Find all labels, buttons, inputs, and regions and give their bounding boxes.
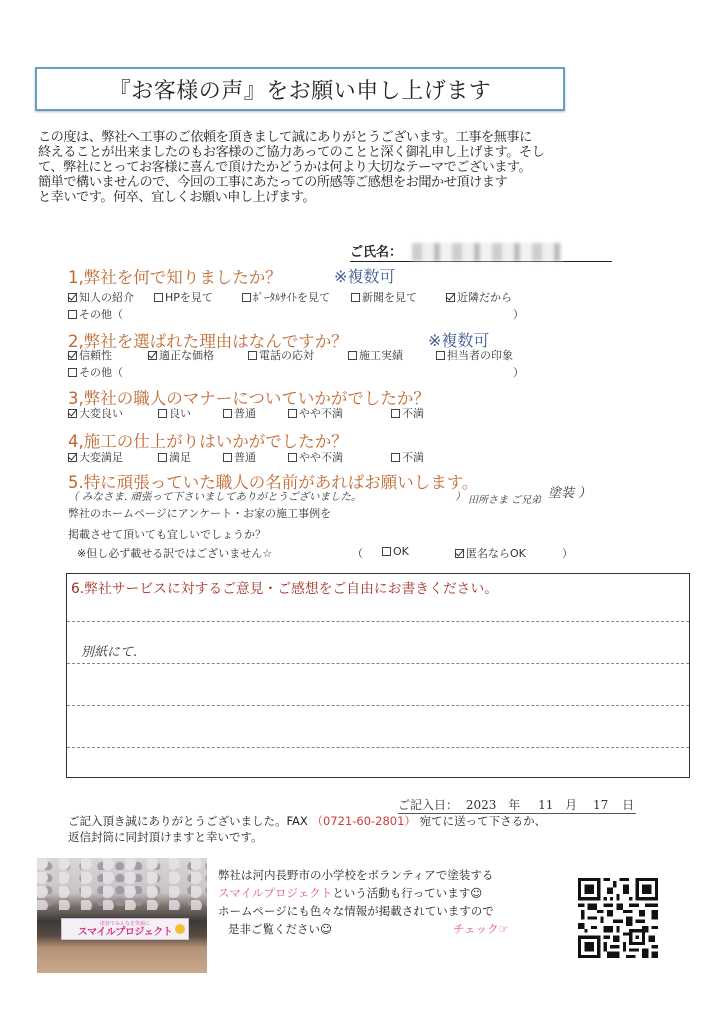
date-year-unit: 年	[508, 798, 521, 812]
checkbox-checked-icon[interactable]	[68, 293, 77, 302]
intro-line: て、弊社にとってお客様に喜んで頂けたかどうかは何より大切なテーマでございます。	[38, 160, 532, 175]
promo-line2: スマイルプロジェクトという活動も行っています☺	[218, 886, 483, 900]
option-fair-price[interactable]: 適正な価格	[148, 347, 214, 363]
option-ok[interactable]: OK	[382, 545, 409, 558]
other-close-paren: ）	[513, 366, 524, 379]
promo-text	[218, 866, 558, 938]
question-3-options	[68, 405, 528, 419]
ruled-line	[67, 747, 689, 748]
checkbox-checked-icon[interactable]	[68, 351, 77, 360]
checkbox-icon[interactable]	[351, 293, 360, 302]
question-1-title: 1,弊社を何で知りましたか？	[68, 268, 282, 287]
checkbox-checked-icon[interactable]	[68, 453, 77, 462]
photo-banner	[61, 918, 189, 940]
date-year: 2023	[465, 798, 497, 812]
checkbox-checked-icon[interactable]	[68, 409, 77, 418]
promo-line4: 是非ご覧ください☺	[228, 922, 332, 936]
option-anonymous-ok[interactable]: 匿名ならOK	[455, 545, 526, 561]
intro-paragraph	[38, 130, 718, 205]
fax-number: （0721-60-2801）	[311, 814, 416, 828]
smile-project-link: スマイルプロジェクト	[218, 886, 333, 900]
option-other[interactable]: その他（	[68, 306, 123, 322]
checkbox-checked-icon[interactable]	[455, 549, 464, 558]
publish-question-line2: 掲載させて頂いても宜しいでしょうか？	[68, 528, 266, 541]
question-2-options	[68, 347, 528, 361]
publish-note: ※但し必ず載せる訳ではございません☆	[77, 547, 273, 560]
publish-options	[352, 545, 582, 559]
thanks-text: ご記入頂き誠にありがとうございました。FAX	[68, 814, 312, 828]
date-field[interactable]	[398, 796, 636, 814]
option-phone-response[interactable]: 電話の応対	[248, 347, 314, 363]
question-5-close-paren: ）	[455, 491, 466, 503]
checkbox-icon[interactable]	[242, 293, 251, 302]
checkbox-icon[interactable]	[288, 453, 297, 462]
open-paren: （	[352, 547, 363, 560]
other-close-paren: ）	[513, 308, 524, 321]
intro-line: と幸いです。何卒、宜しくお願い申し上げます。	[38, 190, 316, 205]
checkbox-icon[interactable]	[348, 351, 357, 360]
banner-title: スマイルプロジェクト	[77, 926, 173, 938]
question-5-answer[interactable]: （ みなさま. 頑張って下さいましてありがとうございました。	[68, 491, 362, 503]
checkbox-icon[interactable]	[288, 409, 297, 418]
thanks-line2: 返信封筒に同封頂けますと幸いです。	[68, 830, 263, 844]
smile-face-icon	[175, 924, 185, 934]
date-month: 11	[538, 798, 554, 812]
title-box	[35, 67, 565, 111]
option-dissatisfied[interactable]: 不満	[391, 405, 424, 421]
option-neighborhood[interactable]: 近隣だから	[446, 289, 512, 305]
checkbox-icon[interactable]	[436, 351, 445, 360]
question-5-title: 5.特に頑張っていた職人の名前があればお願いします。	[68, 473, 479, 492]
option-average[interactable]: 普通	[223, 405, 256, 421]
checkbox-icon[interactable]	[391, 453, 400, 462]
promo-line1: 弊社は河内長野市の小学校をボランティアで塗装する	[218, 868, 494, 882]
checkbox-icon[interactable]	[68, 310, 77, 319]
date-month-unit: 月	[565, 798, 578, 812]
checkbox-checked-icon[interactable]	[446, 293, 455, 302]
promo-line3: ホームページにも色々な情報が掲載されていますので	[218, 904, 494, 918]
option-very-satisfied[interactable]: 大変満足	[68, 449, 123, 465]
option-very-good[interactable]: 大変良い	[68, 405, 123, 421]
option-track-record[interactable]: 施工実績	[348, 347, 403, 363]
intro-line: 簡単で構いませんので、今回の工事にあたっての所感等ご感想をお聞かせ頂けます	[38, 175, 508, 190]
publish-question-line1: 弊社のホームページにアンケート・お家の施工事例を	[68, 507, 332, 520]
question-3-title: 3,弊社の職人のマナーについていかがでしたか？	[68, 389, 430, 408]
option-somewhat-dissatisfied[interactable]: やや不満	[288, 449, 343, 465]
checkbox-icon[interactable]	[223, 409, 232, 418]
option-average[interactable]: 普通	[223, 449, 256, 465]
option-acquaintance[interactable]: 知人の紹介	[68, 289, 134, 305]
date-day: 17	[593, 798, 609, 812]
checkbox-icon[interactable]	[158, 453, 167, 462]
checkbox-icon[interactable]	[223, 453, 232, 462]
sky-clouds	[37, 858, 207, 910]
option-satisfied[interactable]: 満足	[158, 449, 191, 465]
question-5-trade: 塗装 ）	[548, 486, 592, 501]
question-2-other	[68, 364, 528, 378]
checkbox-icon[interactable]	[154, 293, 163, 302]
checkbox-icon[interactable]	[382, 547, 391, 556]
name-label: ご氏名：	[350, 245, 403, 260]
intro-line: 終えることが出来ましたのもお客様のご協力あってのことと深く御礼申し上げます。そし	[38, 145, 545, 160]
checkbox-icon[interactable]	[68, 368, 77, 377]
comments-handwritten: 別紙にて.	[81, 645, 138, 660]
ruled-line	[67, 621, 689, 622]
qr-code-icon[interactable]	[578, 878, 658, 958]
redacted-name	[412, 243, 562, 261]
question-4-options	[68, 449, 528, 463]
question-4-title: 4,施工の仕上がりはいかがでしたか？	[68, 432, 348, 451]
question-2-multi-note: ※複数可	[428, 331, 490, 350]
date-day-unit: 日	[622, 798, 635, 812]
name-field[interactable]	[350, 242, 612, 262]
option-good[interactable]: 良い	[158, 405, 191, 421]
ruled-line	[67, 705, 689, 706]
check-link[interactable]: チェック☞	[453, 922, 509, 936]
checkbox-icon[interactable]	[248, 351, 257, 360]
banner-subtitle: 塗装でみんなを笑顔に	[99, 920, 150, 927]
question-1-options	[68, 289, 528, 303]
option-homepage[interactable]: HPを見て	[154, 289, 213, 305]
ruled-line	[67, 663, 689, 664]
thanks-text: 宛てに送って下さるか、	[415, 814, 547, 828]
question-5-craftsman-names: 田所さま ご兄弟	[468, 495, 542, 506]
option-reliability[interactable]: 信頼性	[68, 347, 112, 363]
comments-box[interactable]	[66, 573, 690, 778]
intro-line: この度は、弊社へ工事のご依頼を頂きまして誠にありがとうございます。工事を無事に	[38, 130, 532, 145]
option-other[interactable]: その他（	[68, 364, 123, 380]
option-dissatisfied[interactable]: 不満	[391, 449, 424, 465]
date-label: ご記入日：	[398, 798, 459, 812]
close-paren: ）	[562, 547, 573, 560]
comments-title: 6.弊社サービスに対するご意見・ご感想をご自由にお書きください。	[71, 581, 499, 597]
option-portal-site[interactable]: ﾎﾟｰﾀﾙｻｲﾄを見て	[242, 289, 330, 305]
option-newspaper[interactable]: 新聞を見て	[351, 289, 417, 305]
question-2-title: 2,弊社を選ばれた理由はなんですか？	[68, 332, 348, 351]
question-1-other	[68, 306, 528, 320]
option-staff-impression[interactable]: 担当者の印象	[436, 347, 513, 363]
checkbox-icon[interactable]	[391, 409, 400, 418]
option-somewhat-dissatisfied[interactable]: やや不満	[288, 405, 343, 421]
page-title: 『お客様の声』をお願い申し上げます	[108, 78, 492, 104]
smile-project-photo	[37, 858, 207, 973]
checkbox-checked-icon[interactable]	[148, 351, 157, 360]
question-1-multi-note: ※複数可	[334, 267, 396, 286]
checkbox-icon[interactable]	[158, 409, 167, 418]
footer-thanks	[68, 813, 546, 845]
